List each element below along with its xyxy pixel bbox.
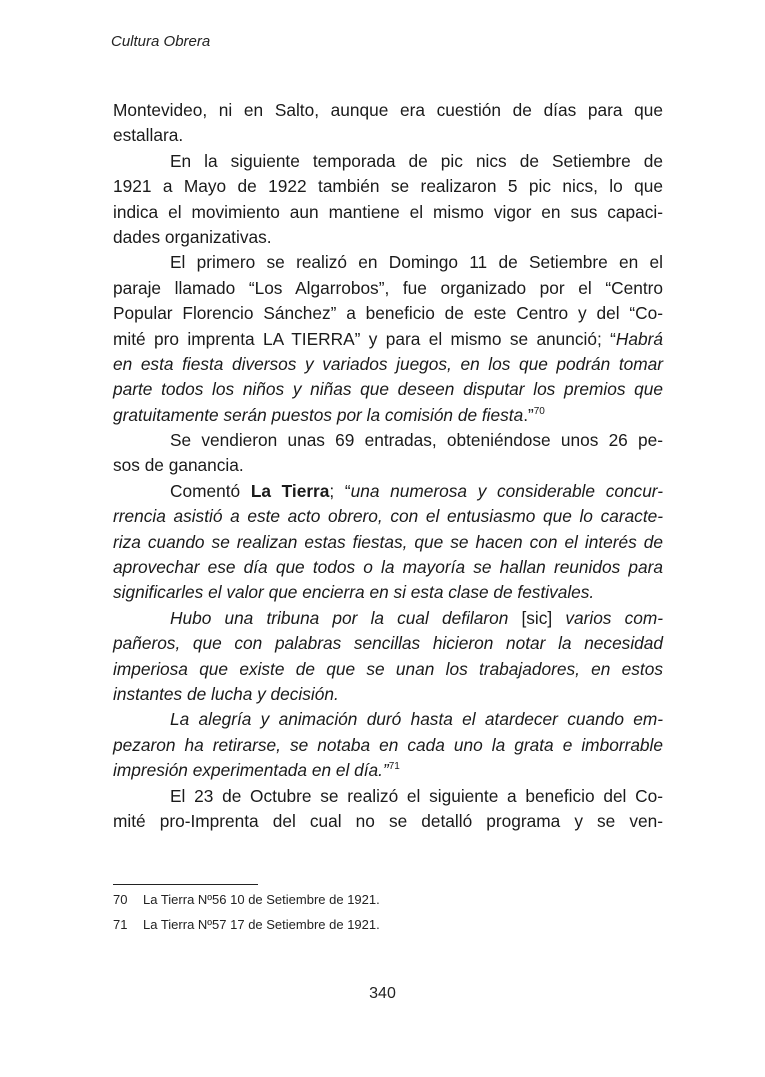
text-line: instantes de lucha y decisión. xyxy=(113,683,339,704)
text-line: pezaron ha retirarse, se notaba en cada uno la grata e imborrable xyxy=(113,734,663,755)
page-number: 340 xyxy=(369,985,396,1002)
footnote-divider xyxy=(113,884,258,885)
text-line: paraje llamado “Los Algarrobos”, fue organizado por el “Centro xyxy=(113,277,663,298)
text-line: Popular Florencio Sánchez” a beneficio de este Centro y del “Co- xyxy=(113,303,663,324)
text-line xyxy=(113,403,663,428)
text-line: imperiosa que existe de que se unan los trabajadores, en estos xyxy=(113,658,663,679)
text-line: en esta fiesta diversos y variados juegos, en los que podrán tomar xyxy=(113,353,663,374)
text-line xyxy=(113,606,663,631)
footnote-number: 70 xyxy=(113,892,128,907)
footnote-ref: 71 xyxy=(388,761,400,773)
text-run: Comentó xyxy=(170,480,251,501)
quote-run: Hubo una tribuna por la cual defilaron xyxy=(170,607,522,628)
text-line: pañeros, que con palabras sencillas hicieron notar la necesidad xyxy=(113,633,663,654)
body-text xyxy=(113,98,663,834)
text-line: Se vendieron unas 69 entradas, obteniéndose unos 26 pe- xyxy=(170,430,663,451)
footnote-ref: 70 xyxy=(533,405,545,417)
sic-mark: [sic] xyxy=(521,607,553,628)
footnote xyxy=(113,892,380,907)
running-header: Cultura Obrera xyxy=(111,33,211,50)
text-line: sos de ganancia. xyxy=(113,455,244,476)
text-line: rrencia asistió a este acto obrero, con el entusiasmo que lo caracte- xyxy=(113,506,663,527)
text-line: indica el movimiento aun mantiene el mismo vigor en sus capaci- xyxy=(113,201,663,222)
footnote-number: 71 xyxy=(113,917,128,932)
quote-run: Habrá xyxy=(615,328,663,349)
text-line: dades organizativas. xyxy=(113,226,272,247)
text-run: ; “ xyxy=(329,480,351,501)
newspaper-name: La Tierra xyxy=(250,480,330,501)
quote-run: una numerosa y considerable concur- xyxy=(350,480,664,501)
text-line: El primero se realizó en Domingo 11 de Setiembre en el xyxy=(170,252,663,273)
text-line: La alegría y animación duró hasta el atardecer cuando em- xyxy=(170,709,663,730)
text-line: 1921 a Mayo de 1922 también se realizaron 5 pic nics, lo que xyxy=(113,176,663,197)
text-line: Montevideo, ni en Salto, aunque era cuestión de días para que xyxy=(113,100,663,120)
text-line xyxy=(113,327,663,352)
text-run: .” xyxy=(523,404,534,425)
text-line: estallara. xyxy=(113,125,184,146)
footnote xyxy=(113,917,380,932)
text-line: mité pro-Imprenta del cual no se detalló programa y se ven- xyxy=(113,810,663,831)
text-line: riza cuando se realizan estas fiestas, que se hacen con el interés de xyxy=(113,531,663,552)
text-line: En la siguiente temporada de pic nics de Setiembre de xyxy=(170,150,663,171)
text-line: El 23 de Octubre se realizó el siguiente a beneficio del Co- xyxy=(170,785,663,806)
footnote-text: La Tierra Nº56 10 de Setiembre de 1921. xyxy=(143,892,380,907)
text-line: parte todos los niños y niñas que deseen disputar los premios que xyxy=(113,379,663,400)
quote-run: gratuitamente serán puestos por la comisión de fiesta xyxy=(113,404,524,425)
text-run: mité pro imprenta LA TIERRA” y para el mismo se anunció; “ xyxy=(113,328,616,349)
text-line xyxy=(113,758,663,783)
footnote-text: La Tierra Nº57 17 de Setiembre de 1921. xyxy=(143,917,380,932)
text-line: significarles el valor que encierra en si esta clase de festivales. xyxy=(113,582,595,603)
quote-run: impresión experimentada en el día.” xyxy=(113,760,389,781)
text-line: aprovechar ese día que todos o la mayoría se hallan reunidos para xyxy=(113,557,663,578)
quote-run: varios com- xyxy=(552,607,664,628)
text-line xyxy=(113,479,663,504)
